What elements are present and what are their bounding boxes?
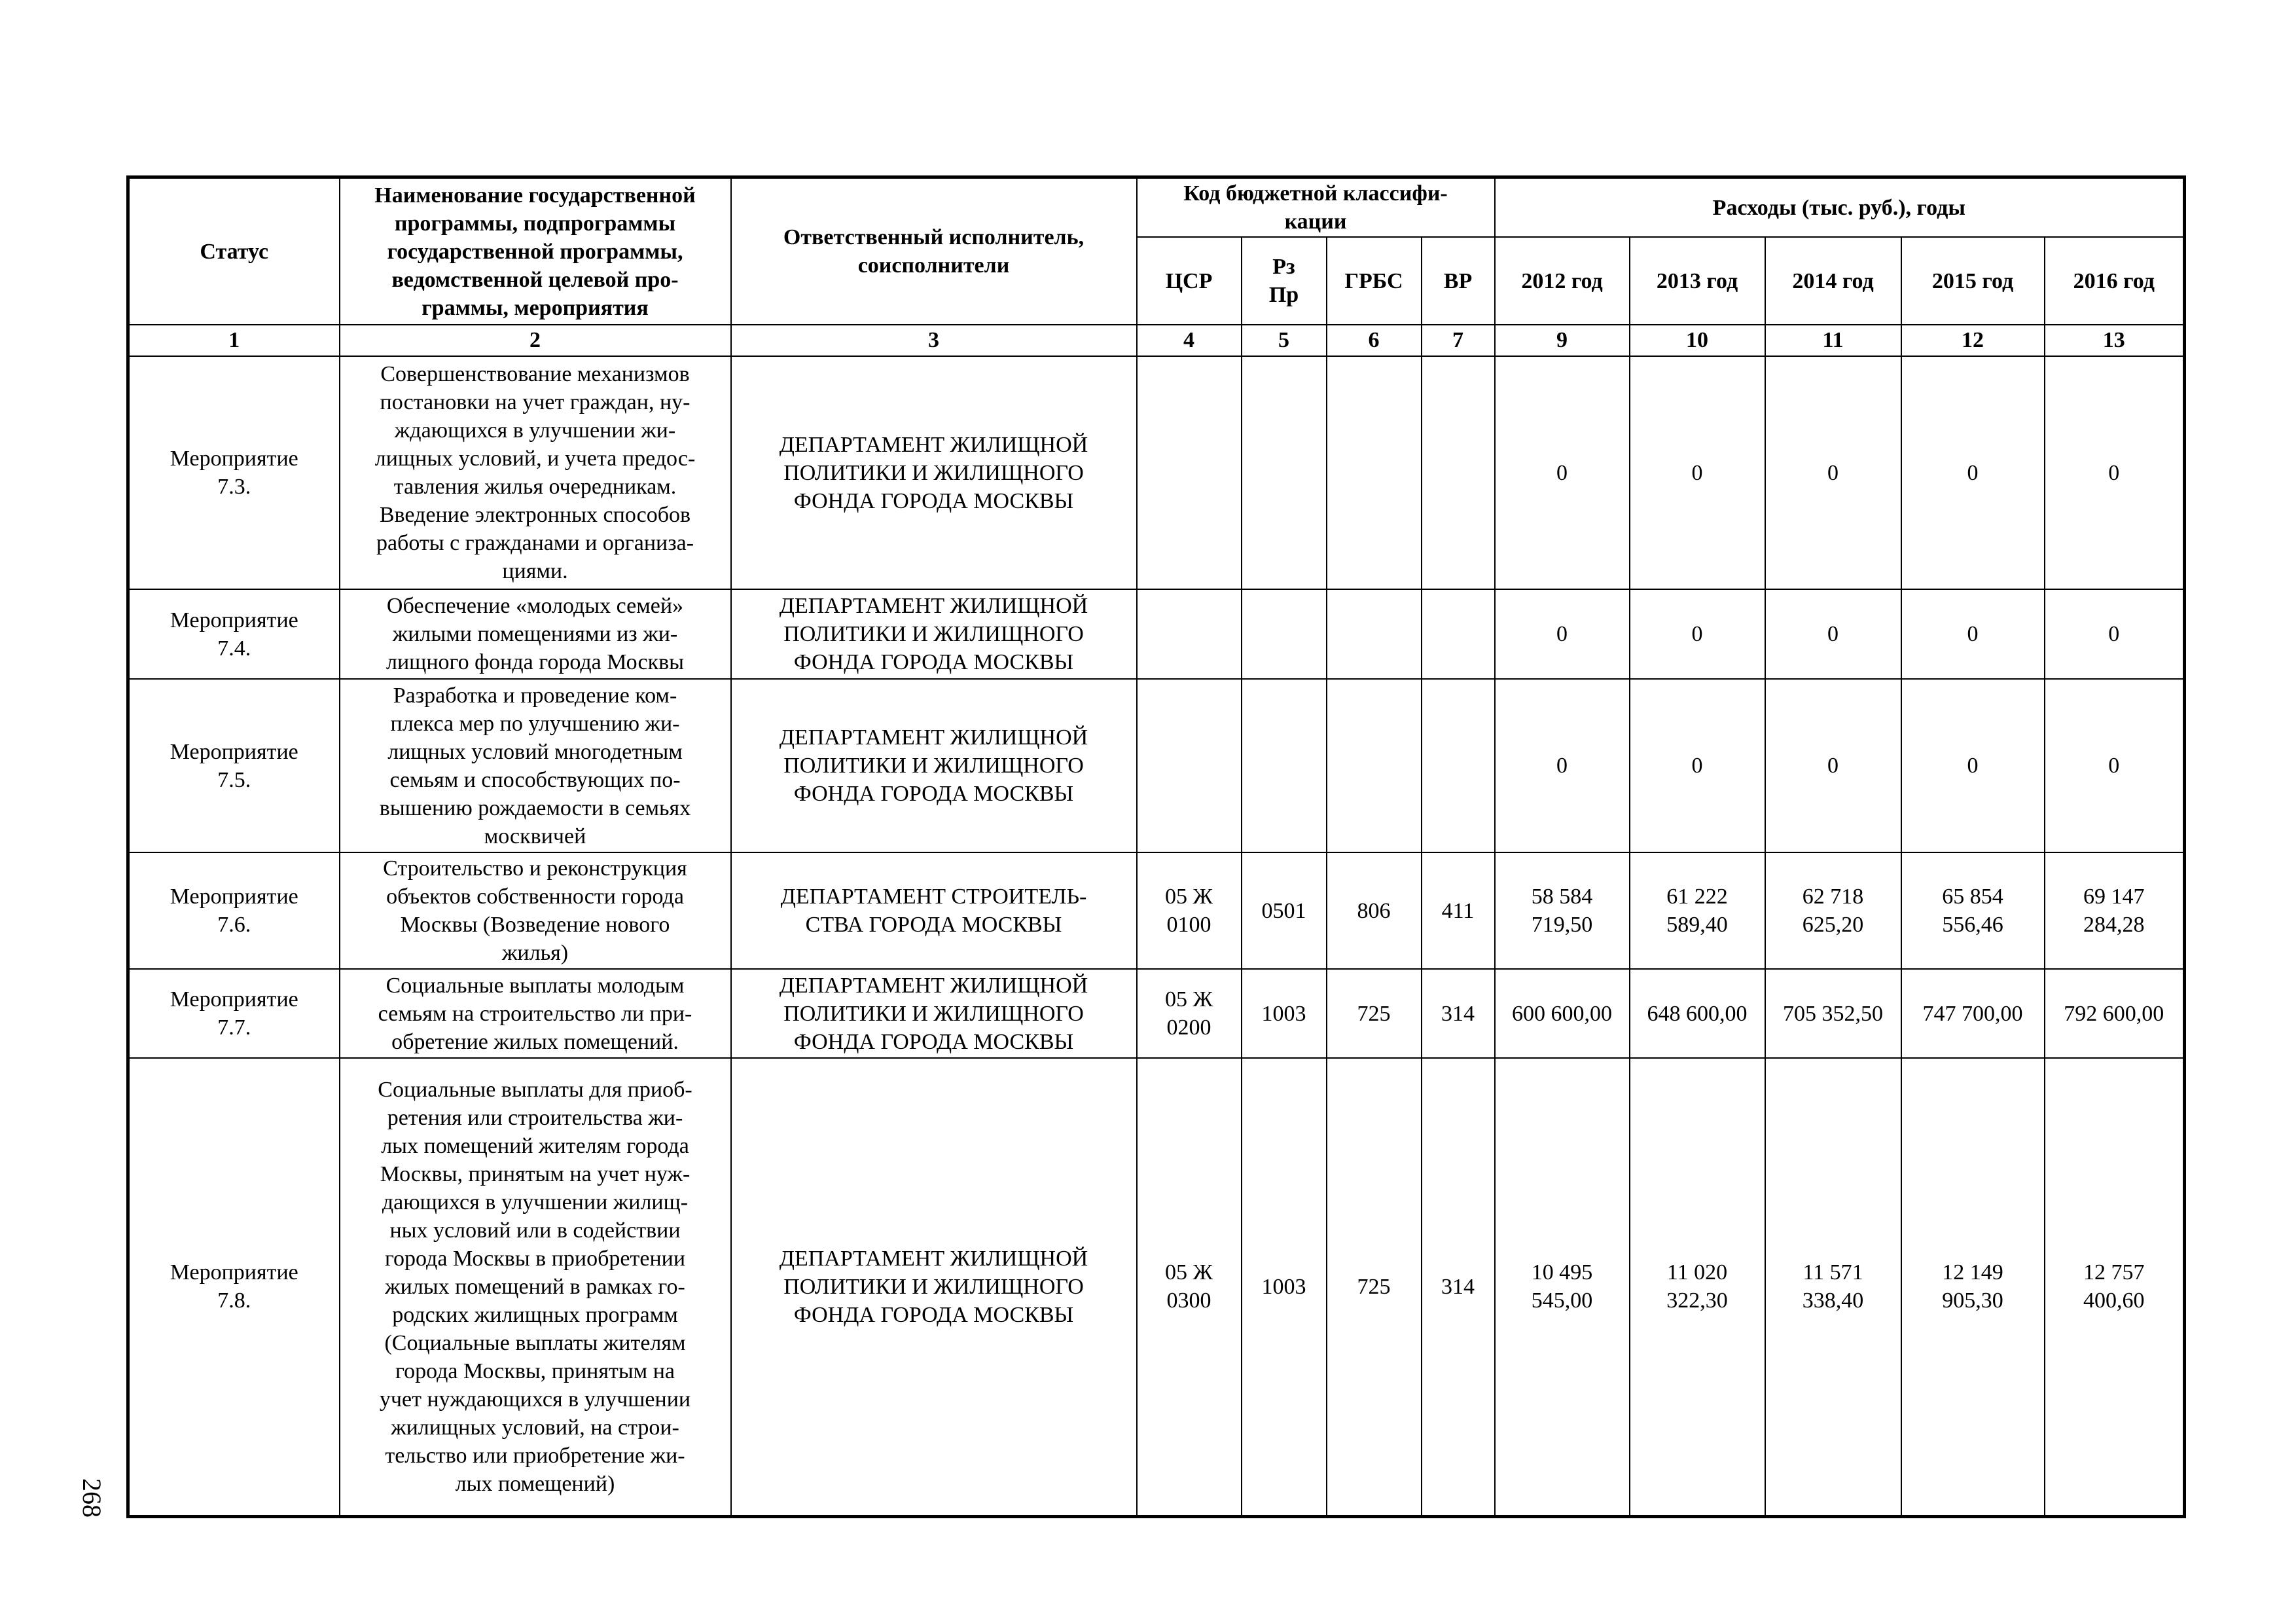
row-grbs: 725: [1327, 969, 1422, 1058]
row-name: Социальные выплаты молодым семьям на строительство ли при- обретение жилых помещений.: [340, 969, 731, 1058]
row-value: 11 020 322,30: [1630, 1058, 1765, 1516]
row-value: 65 854 556,46: [1901, 852, 2045, 969]
row-status: Мероприятие 7.6.: [128, 852, 340, 969]
row-csr: [1137, 356, 1242, 589]
header-budget-code: Код бюджетной классифи- кации: [1137, 177, 1495, 238]
row-csr: [1137, 679, 1242, 852]
row-value: 0: [1765, 589, 1901, 679]
row-rzpr: 1003: [1242, 1058, 1327, 1516]
row-executor: ДЕПАРТАМЕНТ ЖИЛИЩНОЙ ПОЛИТИКИ И ЖИЛИЩНОГО ФОНДА ГОРОДА МОСКВЫ: [731, 589, 1137, 679]
column-number: 11: [1765, 325, 1901, 356]
row-value: 0: [1495, 679, 1630, 852]
row-value: 0: [2045, 356, 2185, 589]
header-year: 2013 год: [1630, 237, 1765, 325]
row-rzpr: [1242, 679, 1327, 852]
row-vr: 411: [1422, 852, 1495, 969]
row-rzpr: [1242, 356, 1327, 589]
row-value: 0: [1630, 679, 1765, 852]
row-value: 0: [2045, 589, 2185, 679]
row-value: 0: [2045, 679, 2185, 852]
budget-table: [126, 175, 2186, 1518]
column-number: 13: [2045, 325, 2185, 356]
column-number: 9: [1495, 325, 1630, 356]
row-status: Мероприятие 7.5.: [128, 679, 340, 852]
column-number: 6: [1327, 325, 1422, 356]
row-name: Обеспечение «молодых семей» жилыми помещениями из жи- лищного фонда города Москвы: [340, 589, 731, 679]
row-value: 11 571 338,40: [1765, 1058, 1901, 1516]
header-year: 2016 год: [2045, 237, 2185, 325]
header-year: 2012 год: [1495, 237, 1630, 325]
header-year: 2015 год: [1901, 237, 2045, 325]
row-value: 705 352,50: [1765, 969, 1901, 1058]
header-grbs: ГРБС: [1327, 237, 1422, 325]
row-vr: 314: [1422, 969, 1495, 1058]
row-value: 0: [1495, 356, 1630, 589]
row-grbs: 806: [1327, 852, 1422, 969]
row-status: Мероприятие 7.4.: [128, 589, 340, 679]
row-csr: 05 Ж 0200: [1137, 969, 1242, 1058]
row-value: 0: [1630, 356, 1765, 589]
row-status: Мероприятие 7.8.: [128, 1058, 340, 1516]
row-status: Мероприятие 7.3.: [128, 356, 340, 589]
column-number: 5: [1242, 325, 1327, 356]
row-executor: ДЕПАРТАМЕНТ ЖИЛИЩНОЙ ПОЛИТИКИ И ЖИЛИЩНОГО ФОНДА ГОРОДА МОСКВЫ: [731, 1058, 1137, 1516]
header-year: 2014 год: [1765, 237, 1901, 325]
row-vr: [1422, 356, 1495, 589]
row-value: 0: [1495, 589, 1630, 679]
row-executor: ДЕПАРТАМЕНТ ЖИЛИЩНОЙ ПОЛИТИКИ И ЖИЛИЩНОГО ФОНДА ГОРОДА МОСКВЫ: [731, 356, 1137, 589]
row-grbs: [1327, 679, 1422, 852]
row-grbs: [1327, 589, 1422, 679]
row-rzpr: 1003: [1242, 969, 1327, 1058]
column-number: 3: [731, 325, 1137, 356]
column-number: 10: [1630, 325, 1765, 356]
row-value: 10 495 545,00: [1495, 1058, 1630, 1516]
row-executor: ДЕПАРТАМЕНТ ЖИЛИЩНОЙ ПОЛИТИКИ И ЖИЛИЩНОГО ФОНДА ГОРОДА МОСКВЫ: [731, 679, 1137, 852]
header-name: Наименование государственной программы, подпрограммы государственной программы, ведомственной целевой про- граммы, мероприятия: [340, 177, 731, 325]
table-row: [128, 852, 2185, 969]
row-status: Мероприятие 7.7.: [128, 969, 340, 1058]
row-value: 0: [1765, 356, 1901, 589]
row-name: Социальные выплаты для приоб- ретения или строительства жи- лых помещений жителям города Москвы, принятым на учет нуж- дающихся в улучшении жилищ- ных условий или в содействии города Москвы в приобретении жилых помещений в рамках го- родских жилищных программ (Социальные выплаты жителям города Москвы, принятым на учет нуждающихся в улучшении жилищных условий, на строи- тельство или приобретение жи- лых помещений): [340, 1058, 731, 1516]
header-status: Статус: [128, 177, 340, 325]
column-number: 12: [1901, 325, 2045, 356]
row-value: 0: [1901, 356, 2045, 589]
row-executor: ДЕПАРТАМЕНТ СТРОИТЕЛЬ- СТВА ГОРОДА МОСКВЫ: [731, 852, 1137, 969]
row-executor: ДЕПАРТАМЕНТ ЖИЛИЩНОЙ ПОЛИТИКИ И ЖИЛИЩНОГО ФОНДА ГОРОДА МОСКВЫ: [731, 969, 1137, 1058]
header-expenses: Расходы (тыс. руб.), годы: [1495, 177, 2185, 238]
row-name: Совершенствование механизмов постановки на учет граждан, ну- ждающихся в улучшении жи- лищных условий, и учета предос- тавления жилья очередникам. Введение электронных способов работы с гражданами и организа- циями.: [340, 356, 731, 589]
row-csr: 05 Ж 0100: [1137, 852, 1242, 969]
row-rzpr: [1242, 589, 1327, 679]
table-row: [128, 589, 2185, 679]
row-vr: 314: [1422, 1058, 1495, 1516]
column-numbers-row: [128, 325, 2185, 356]
row-value: 62 718 625,20: [1765, 852, 1901, 969]
row-value: 792 600,00: [2045, 969, 2185, 1058]
row-csr: 05 Ж 0300: [1137, 1058, 1242, 1516]
row-name: Строительство и реконструкция объектов собственности города Москвы (Возведение нового жилья): [340, 852, 731, 969]
row-vr: [1422, 589, 1495, 679]
row-value: 600 600,00: [1495, 969, 1630, 1058]
column-number: 2: [340, 325, 731, 356]
header-vr: ВР: [1422, 237, 1495, 325]
row-name: Разработка и проведение ком- плекса мер по улучшению жи- лищных условий многодетным семьям и способствующих по- вышению рождаемости в семьях москвичей: [340, 679, 731, 852]
table-row: [128, 969, 2185, 1058]
column-number: 1: [128, 325, 340, 356]
column-number: 4: [1137, 325, 1242, 356]
page-number: 268: [77, 1478, 107, 1518]
row-grbs: 725: [1327, 1058, 1422, 1516]
row-rzpr: 0501: [1242, 852, 1327, 969]
table-body: [128, 325, 2185, 1516]
table-row: [128, 1058, 2185, 1516]
column-number: 7: [1422, 325, 1495, 356]
row-vr: [1422, 679, 1495, 852]
row-value: 648 600,00: [1630, 969, 1765, 1058]
row-value: 12 149 905,30: [1901, 1058, 2045, 1516]
row-value: 69 147 284,28: [2045, 852, 2185, 969]
row-value: 0: [1630, 589, 1765, 679]
header-executor: Ответственный исполнитель, соисполнители: [731, 177, 1137, 325]
row-csr: [1137, 589, 1242, 679]
row-value: 0: [1901, 679, 2045, 852]
row-grbs: [1327, 356, 1422, 589]
table-row: [128, 679, 2185, 852]
table-header: [128, 177, 2185, 325]
header-csr: ЦСР: [1137, 237, 1242, 325]
row-value: 58 584 719,50: [1495, 852, 1630, 969]
table-row: [128, 356, 2185, 589]
row-value: 0: [1765, 679, 1901, 852]
row-value: 747 700,00: [1901, 969, 2045, 1058]
row-value: 0: [1901, 589, 2045, 679]
row-value: 61 222 589,40: [1630, 852, 1765, 969]
header-rzpr: Рз Пр: [1242, 237, 1327, 325]
row-value: 12 757 400,60: [2045, 1058, 2185, 1516]
